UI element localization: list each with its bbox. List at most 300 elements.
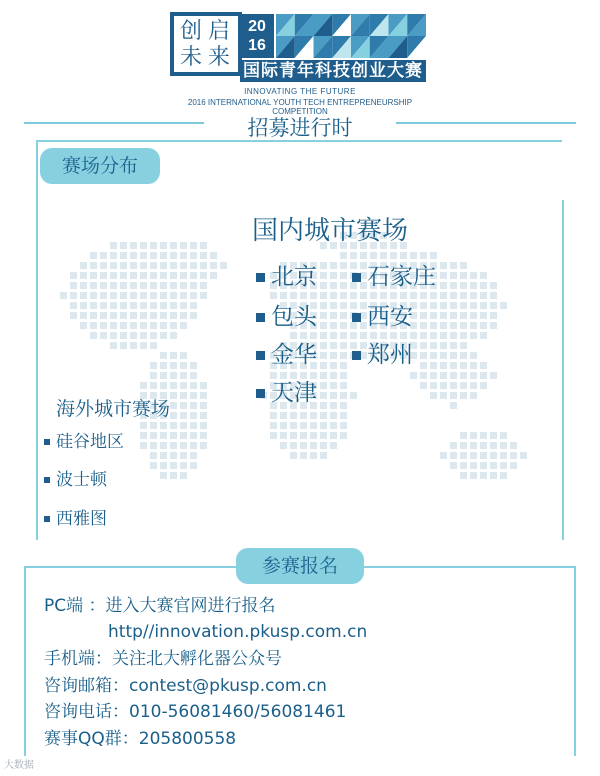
map-dot xyxy=(460,332,467,339)
map-dot xyxy=(140,252,147,259)
map-dot xyxy=(170,302,177,309)
map-dot xyxy=(450,312,457,319)
map-dot xyxy=(160,472,167,479)
reg-email[interactable]: 咨询邮箱：contest@pkusp.com.cn xyxy=(44,676,327,696)
map-dot xyxy=(460,372,467,379)
map-dot xyxy=(80,302,87,309)
city-silicon-valley xyxy=(44,430,124,454)
map-dot xyxy=(450,382,457,389)
city-xian xyxy=(352,302,413,332)
map-dot xyxy=(490,312,497,319)
map-dot xyxy=(320,372,327,379)
map-dot xyxy=(160,302,167,309)
map-dot xyxy=(200,422,207,429)
map-dot xyxy=(100,252,107,259)
map-dot xyxy=(180,282,187,289)
map-dot xyxy=(340,342,347,349)
map-dot xyxy=(200,402,207,409)
map-dot xyxy=(430,302,437,309)
map-dot xyxy=(380,252,387,259)
map-dot xyxy=(270,422,277,429)
map-dot xyxy=(460,342,467,349)
map-dot xyxy=(340,422,347,429)
map-dot xyxy=(460,322,467,329)
map-dot xyxy=(430,252,437,259)
map-dot xyxy=(190,362,197,369)
map-dot xyxy=(330,442,337,449)
overseas-title: 海外城市赛场 xyxy=(56,398,171,420)
map-dot xyxy=(330,372,337,379)
map-dot xyxy=(470,432,477,439)
city-boston xyxy=(44,468,107,492)
map-dot xyxy=(320,422,327,429)
map-dot xyxy=(330,342,337,349)
map-dot xyxy=(150,342,157,349)
map-dot xyxy=(510,452,517,459)
map-dot xyxy=(150,462,157,469)
map-dot xyxy=(430,362,437,369)
map-dot xyxy=(310,432,317,439)
map-dot xyxy=(160,262,167,269)
map-dot xyxy=(370,252,377,259)
map-dot xyxy=(290,422,297,429)
map-dot xyxy=(170,312,177,319)
map-dot xyxy=(140,442,147,449)
map-dot xyxy=(70,302,77,309)
map-dot xyxy=(320,402,327,409)
map-dot xyxy=(170,282,177,289)
map-dot xyxy=(480,272,487,279)
map-dot xyxy=(200,252,207,259)
map-dot xyxy=(180,272,187,279)
logo-char: 来 xyxy=(208,45,231,70)
map-dot xyxy=(130,242,137,249)
map-dot xyxy=(340,372,347,379)
city-label: 波士顿 xyxy=(56,470,107,490)
map-dot xyxy=(480,452,487,459)
map-dot xyxy=(200,272,207,279)
map-dot xyxy=(320,332,327,339)
map-dot xyxy=(140,432,147,439)
map-dot xyxy=(500,452,507,459)
map-dot xyxy=(320,262,327,269)
map-dot xyxy=(160,242,167,249)
bullet xyxy=(44,477,50,483)
bullet xyxy=(256,273,265,282)
map-dot xyxy=(450,272,457,279)
map-dot xyxy=(330,322,337,329)
map-dot xyxy=(440,322,447,329)
map-dot xyxy=(170,272,177,279)
map-dot xyxy=(200,392,207,399)
map-dot xyxy=(450,462,457,469)
map-dot xyxy=(170,352,177,359)
map-dot xyxy=(420,322,427,329)
map-dot xyxy=(440,392,447,399)
map-dot xyxy=(180,432,187,439)
map-dot xyxy=(450,342,457,349)
map-dot xyxy=(470,272,477,279)
venues-tag: 赛场分布 xyxy=(40,148,160,184)
bullet xyxy=(256,351,265,360)
map-dot xyxy=(190,262,197,269)
map-dot xyxy=(170,392,177,399)
subtitle-en-1: INNOVATING THE FUTURE xyxy=(244,87,356,96)
city-label: 石家庄 xyxy=(367,264,436,290)
map-dot xyxy=(140,272,147,279)
map-dot xyxy=(180,352,187,359)
map-dot xyxy=(160,462,167,469)
map-dot xyxy=(340,312,347,319)
map-dot xyxy=(310,292,317,299)
map-dot xyxy=(140,302,147,309)
map-dot xyxy=(120,322,127,329)
reg-border-right xyxy=(574,566,576,756)
map-dot xyxy=(170,262,177,269)
reg-border-left xyxy=(24,566,26,756)
map-dot xyxy=(480,282,487,289)
map-dot xyxy=(270,292,277,299)
map-dot xyxy=(440,272,447,279)
map-dot xyxy=(520,452,527,459)
map-dot xyxy=(460,292,467,299)
map-dot xyxy=(470,302,477,309)
map-dot xyxy=(450,332,457,339)
map-dot xyxy=(340,302,347,309)
map-dot xyxy=(160,322,167,329)
map-dot xyxy=(300,432,307,439)
map-dot xyxy=(160,312,167,319)
map-dot xyxy=(420,382,427,389)
bullet xyxy=(44,516,50,522)
subtitle-en-2: 2016 INTERNATIONAL YOUTH TECH ENTREPRENEURSHIP COMPETITION xyxy=(187,98,413,116)
map-dot xyxy=(90,302,97,309)
city-label: 硅谷地区 xyxy=(56,432,124,452)
map-dot xyxy=(320,362,327,369)
map-dot xyxy=(170,292,177,299)
map-dot xyxy=(140,422,147,429)
map-dot xyxy=(280,412,287,419)
map-dot xyxy=(330,302,337,309)
map-dot xyxy=(170,412,177,419)
map-dot xyxy=(180,302,187,309)
map-dot xyxy=(430,332,437,339)
map-dot xyxy=(190,292,197,299)
map-dot xyxy=(440,342,447,349)
map-dot xyxy=(430,392,437,399)
reg-pc-url[interactable]: http//innovation.pkusp.com.cn xyxy=(108,622,368,642)
year-top: 20 xyxy=(248,18,266,35)
map-dot xyxy=(120,312,127,319)
map-dot xyxy=(460,302,467,309)
map-dot xyxy=(120,252,127,259)
map-dot xyxy=(430,382,437,389)
map-dot xyxy=(510,442,517,449)
map-dot xyxy=(320,282,327,289)
divider-right xyxy=(396,122,576,124)
map-dot xyxy=(180,392,187,399)
map-dot xyxy=(180,382,187,389)
map-dot xyxy=(130,322,137,329)
map-dot xyxy=(210,272,217,279)
map-dot xyxy=(120,342,127,349)
logo-char: 未 xyxy=(180,45,203,70)
map-dot xyxy=(170,362,177,369)
map-dot xyxy=(130,332,137,339)
map-dot xyxy=(400,252,407,259)
map-dot xyxy=(160,282,167,289)
map-dot xyxy=(190,462,197,469)
map-dot xyxy=(420,252,427,259)
map-dot xyxy=(440,372,447,379)
map-dot xyxy=(320,392,327,399)
map-dot xyxy=(490,302,497,309)
map-dot xyxy=(90,262,97,269)
map-dot xyxy=(200,432,207,439)
city-tianjin xyxy=(256,378,317,408)
map-dot xyxy=(100,262,107,269)
map-dot xyxy=(180,312,187,319)
city-label: 天津 xyxy=(271,380,317,406)
map-dot xyxy=(100,332,107,339)
bullet xyxy=(352,351,361,360)
map-dot xyxy=(120,292,127,299)
map-dot xyxy=(180,252,187,259)
year-badge xyxy=(240,14,274,58)
city-shijiazhuang xyxy=(352,262,436,292)
map-dot xyxy=(90,282,97,289)
city-zhengzhou xyxy=(352,340,413,370)
map-dot xyxy=(270,432,277,439)
map-dot xyxy=(70,312,77,319)
map-dot xyxy=(110,252,117,259)
map-dot xyxy=(490,322,497,329)
panel-border-top xyxy=(36,140,562,142)
map-dot xyxy=(340,362,347,369)
map-dot xyxy=(510,462,517,469)
map-dot xyxy=(180,462,187,469)
map-dot xyxy=(500,462,507,469)
map-dot xyxy=(430,342,437,349)
map-dot xyxy=(150,442,157,449)
map-dot xyxy=(440,312,447,319)
map-dot xyxy=(100,312,107,319)
map-dot xyxy=(140,262,147,269)
map-dot xyxy=(160,432,167,439)
map-dot xyxy=(150,302,157,309)
map-dot xyxy=(460,442,467,449)
map-dot xyxy=(140,282,147,289)
map-dot xyxy=(190,392,197,399)
map-dot xyxy=(280,432,287,439)
map-dot xyxy=(190,422,197,429)
map-dot xyxy=(170,372,177,379)
map-dot xyxy=(470,472,477,479)
map-dot xyxy=(350,392,357,399)
logo-char: 启 xyxy=(208,19,231,44)
map-dot xyxy=(460,452,467,459)
map-dot xyxy=(490,372,497,379)
map-dot xyxy=(110,262,117,269)
map-dot xyxy=(200,242,207,249)
map-dot xyxy=(460,312,467,319)
map-dot xyxy=(180,322,187,329)
map-dot xyxy=(190,272,197,279)
map-dot xyxy=(440,362,447,369)
logo-char: 创 xyxy=(180,19,203,44)
map-dot xyxy=(320,352,327,359)
map-dot xyxy=(330,402,337,409)
map-dot xyxy=(80,282,87,289)
map-dot xyxy=(450,442,457,449)
map-dot xyxy=(460,362,467,369)
map-dot xyxy=(480,332,487,339)
map-dot xyxy=(320,452,327,459)
map-dot xyxy=(180,292,187,299)
map-dot xyxy=(420,312,427,319)
map-dot xyxy=(390,292,397,299)
map-dot xyxy=(460,272,467,279)
watermark: 大数据 xyxy=(4,760,34,771)
panel-border-right xyxy=(562,200,564,540)
map-dot xyxy=(200,412,207,419)
map-dot xyxy=(190,412,197,419)
map-dot xyxy=(450,282,457,289)
map-dot xyxy=(150,252,157,259)
map-dot xyxy=(340,292,347,299)
map-dot xyxy=(100,292,107,299)
map-dot xyxy=(430,352,437,359)
map-dot xyxy=(140,242,147,249)
map-dot xyxy=(480,382,487,389)
map-dot xyxy=(410,252,417,259)
map-dot xyxy=(120,272,127,279)
map-dot xyxy=(120,332,127,339)
map-dot xyxy=(160,442,167,449)
map-dot xyxy=(440,302,447,309)
map-dot xyxy=(150,242,157,249)
map-dot xyxy=(340,382,347,389)
map-dot xyxy=(330,392,337,399)
reg-pc-line: PC端 ：进入大赛官网进行报名 xyxy=(44,596,276,616)
map-dot xyxy=(290,412,297,419)
map-dot xyxy=(340,262,347,269)
map-dot xyxy=(150,362,157,369)
map-dot xyxy=(140,342,147,349)
map-dot xyxy=(150,452,157,459)
map-dot xyxy=(60,292,67,299)
map-dot xyxy=(150,272,157,279)
map-dot xyxy=(330,332,337,339)
map-dot xyxy=(110,342,117,349)
city-jinhua xyxy=(256,340,317,370)
map-dot xyxy=(150,292,157,299)
map-dot xyxy=(120,242,127,249)
map-dot xyxy=(130,282,137,289)
map-dot xyxy=(80,272,87,279)
map-dot xyxy=(270,412,277,419)
map-dot xyxy=(280,442,287,449)
map-dot xyxy=(130,252,137,259)
map-dot xyxy=(190,402,197,409)
map-dot xyxy=(430,312,437,319)
map-dot xyxy=(170,402,177,409)
map-dot xyxy=(120,282,127,289)
map-dot xyxy=(140,382,147,389)
map-dot xyxy=(490,462,497,469)
map-dot xyxy=(410,372,417,379)
map-dot xyxy=(340,392,347,399)
map-dot xyxy=(450,292,457,299)
bullet xyxy=(256,313,265,322)
map-dot xyxy=(170,252,177,259)
map-dot xyxy=(490,442,497,449)
map-dot xyxy=(400,292,407,299)
map-dot xyxy=(290,452,297,459)
map-dot xyxy=(150,312,157,319)
map-dot xyxy=(180,412,187,419)
map-dot xyxy=(470,312,477,319)
city-label: 西安 xyxy=(367,304,413,330)
map-dot xyxy=(190,452,197,459)
map-dot xyxy=(290,432,297,439)
map-dot xyxy=(110,312,117,319)
map-dot xyxy=(310,442,317,449)
map-dot xyxy=(170,432,177,439)
triangle-pattern xyxy=(276,14,426,58)
reg-phone: 咨询电话：010-56081460/56081461 xyxy=(44,702,347,722)
map-dot xyxy=(350,332,357,339)
map-dot xyxy=(300,292,307,299)
map-dot xyxy=(90,322,97,329)
map-dot xyxy=(490,282,497,289)
map-dot xyxy=(370,332,377,339)
map-dot xyxy=(330,282,337,289)
map-dot xyxy=(190,382,197,389)
map-dot xyxy=(340,412,347,419)
map-dot xyxy=(150,432,157,439)
domestic-title: 国内城市赛场 xyxy=(252,216,409,246)
city-label: 郑州 xyxy=(367,342,413,368)
map-dot xyxy=(100,322,107,329)
map-dot xyxy=(170,472,177,479)
map-dot xyxy=(470,282,477,289)
map-dot xyxy=(180,362,187,369)
map-dot xyxy=(470,292,477,299)
reg-qq: 赛事QQ群：205800558 xyxy=(44,729,237,749)
map-dot xyxy=(110,242,117,249)
bullet xyxy=(352,273,361,282)
map-dot xyxy=(500,442,507,449)
map-dot xyxy=(450,262,457,269)
map-dot xyxy=(290,442,297,449)
map-dot xyxy=(440,262,447,269)
map-dot xyxy=(440,282,447,289)
map-dot xyxy=(500,472,507,479)
map-dot xyxy=(340,352,347,359)
map-dot xyxy=(320,292,327,299)
bullet xyxy=(44,439,50,445)
map-dot xyxy=(220,262,227,269)
map-dot xyxy=(320,272,327,279)
map-dot xyxy=(410,292,417,299)
map-dot xyxy=(480,322,487,329)
map-dot xyxy=(130,292,137,299)
map-dot xyxy=(430,322,437,329)
city-label: 包头 xyxy=(271,304,317,330)
map-dot xyxy=(170,452,177,459)
panel-border-left xyxy=(36,140,38,540)
